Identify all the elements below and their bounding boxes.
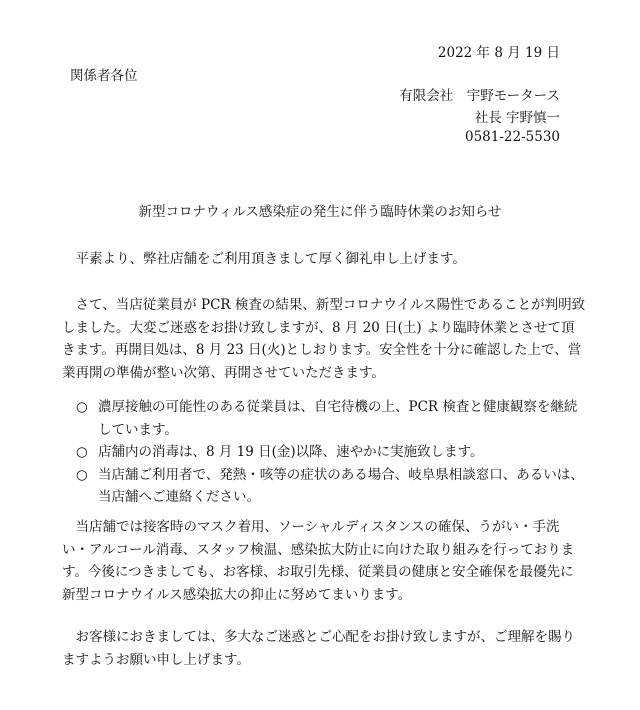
president-name: 社長 宇野慎一 xyxy=(474,110,560,126)
addressee: 関係者各位 xyxy=(70,68,138,84)
list-item xyxy=(62,396,586,441)
circle-bullet-icon: ○ xyxy=(76,444,88,460)
apology-paragraph: お客様におきましては、多大なご迷惑とご心配をお掛け致しますが、ご理解を賜りますようお願い申し上げます。 xyxy=(62,629,575,668)
prevention-paragraph: 当店舗では接客時のマスク着用、ソーシャルディスタンスの確保、うがい・手洗い・アルコール消毒、スタッフ検温、感染拡大防止に向けた取り組みを行っております。今後につきましても、お客様、お取引先様、従業員の健康と安全確保を最優先に新型コロナウイルス感染拡大の抑止に努めてまいります。 xyxy=(62,519,575,603)
closure-paragraph: さて、当店従業員が PCR 検査の結果、新型コロナウイルス陽性であることが判明致しました。大変ご迷惑をお掛け致しますが、8 月 20 日(土) より臨時休業とさせて頂きます。再開目処は、8 月 23 日(火)としおります。安全性を十分に確認した上で、営業再開の準備が整い次第、再開させていただきます。 xyxy=(62,297,586,381)
notice-date: 2022 年 8 月 19 日 xyxy=(437,45,560,61)
notice-title: 新型コロナウィルス感染症の発生に伴う臨時休業のお知らせ xyxy=(138,204,502,220)
phone-number: 0581-22-5530 xyxy=(464,129,560,145)
circle-bullet-icon: ○ xyxy=(76,466,88,483)
measures-list xyxy=(62,396,586,509)
greeting-paragraph: 平素より、弊社店舗をご利用頂きまして厚く御礼申し上げます。 xyxy=(75,251,466,267)
circle-bullet-icon: ○ xyxy=(76,399,88,415)
company-name: 有限会社 宇野モータース xyxy=(399,88,560,104)
list-item xyxy=(62,464,586,509)
list-item-text: 濃厚接触の可能性のある従業員は、自宅待機の上、PCR 検査と健康観察を継続しています。 xyxy=(98,399,578,438)
list-item-text: 当店舗ご利用者で、発熱・咳等の症状のある場合、岐阜県相談窓口、あるいは、当店舗へご連絡ください。 xyxy=(98,466,584,505)
list-item xyxy=(62,441,586,464)
list-item-text: 店舗内の消毒は、8 月 19 日(金)以降、速やかに実施致します。 xyxy=(98,444,484,460)
